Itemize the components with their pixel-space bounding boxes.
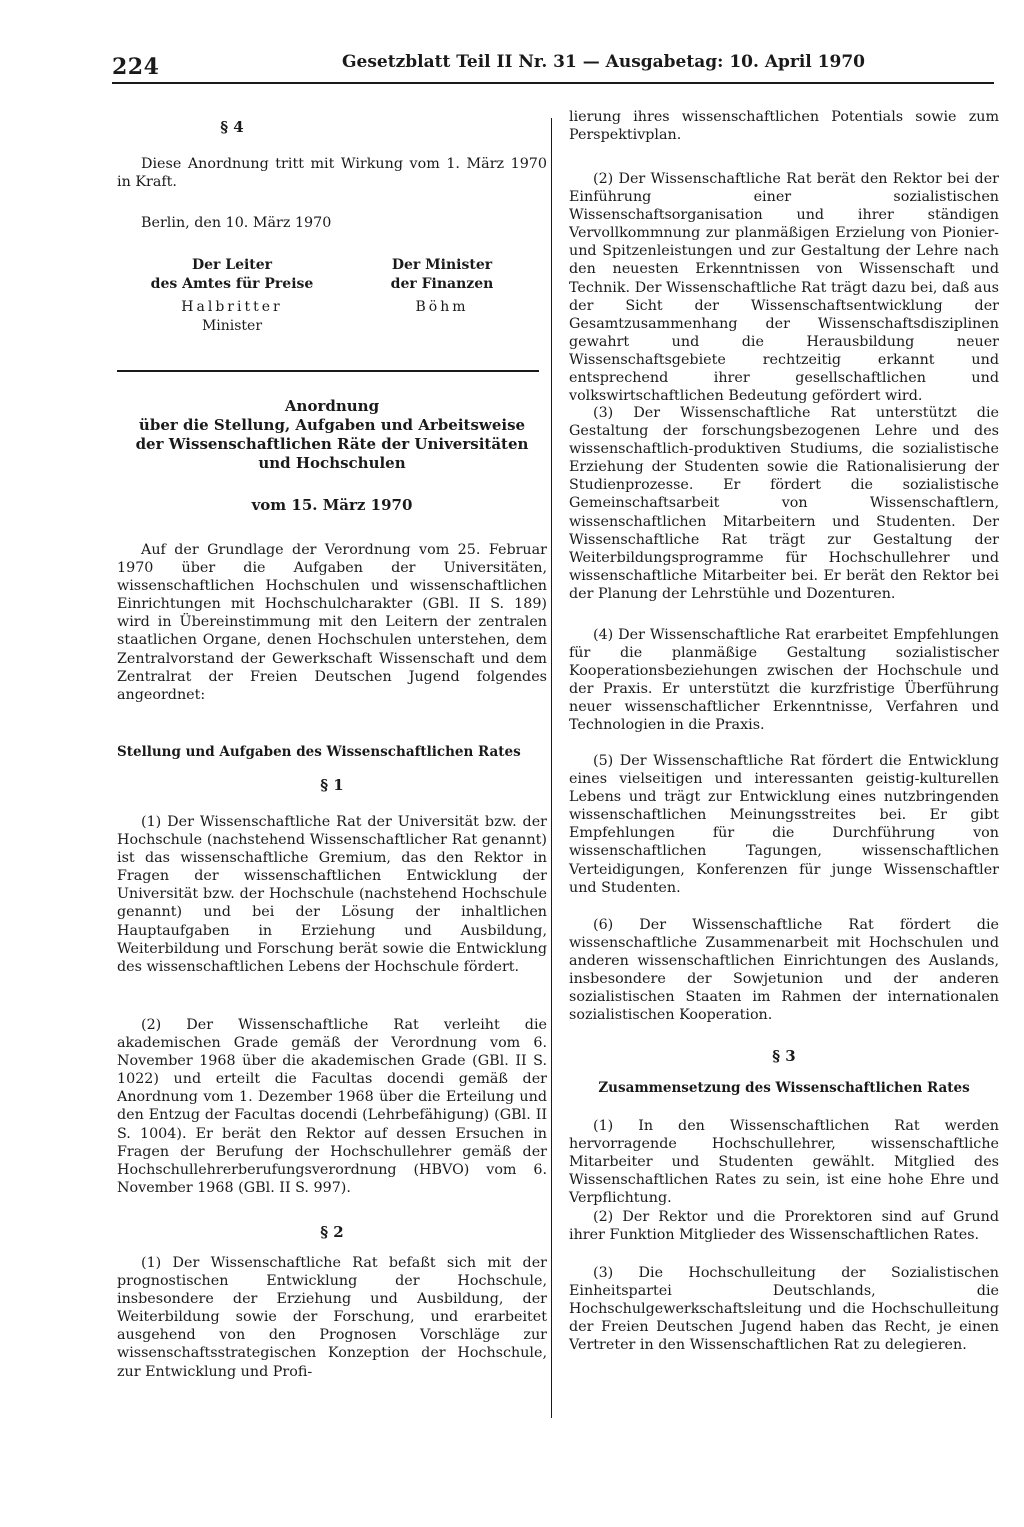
section-2-paragraph-6: (6) Der Wissenschaftliche Rat fördert die wissenschaftliche Zusammenarbeit mit Hochschulen und anderen wissenschaftlichen Einrichtungen des Auslands, insbesondere der Sowjetunion und der anderen sozialistischen Staaten im Rahmen der internationalen sozialistischen Kooperation. — [569, 917, 999, 1024]
document-date: vom 15. März 1970 — [251, 496, 413, 514]
section-4-heading: § 4 — [220, 118, 244, 136]
place-date: Berlin, den 10. März 1970 — [141, 215, 332, 231]
signature-1-role-line1: Der Leiter — [191, 257, 273, 273]
title-line-2: über die Stellung, Aufgaben und Arbeitsweise — [138, 416, 526, 434]
section-2-heading: § 2 — [320, 1223, 344, 1241]
page-number: 224 — [112, 54, 160, 80]
section-divider — [117, 370, 539, 372]
section-2-paragraph-3: (3) Der Wissenschaftliche Rat unterstützt die Gestaltung der forschungsbezogenen Lehre und des wissenschaftlich-produktiven Studiums, die sozialistische Erziehung der Studenten sowie die Rationalisierung der Studienprozesse. Er fördert die sozialistische Gemeinschaftsarbeit von Wissenschaftlern, wissenschaftlichen Mitarbeitern und Studenten. Der Wissenschaftliche Rat trägt zur Gestaltung der Weiterbildungsprogramme für Hochschullehrer und wissenschaftliche Mitarbeiter bei. Er berät den Rektor bei der Planung der Lehrstühle und Dozenturen. — [569, 405, 999, 602]
section-2-paragraph-1: (1) Der Wissenschaftliche Rat befaßt sich mit der prognostischen Entwicklung der Hochschule, insbesondere der Erziehung und Ausbildung, der Weiterbildung sowie der Forschung, und erarbeitet ausgehend von den Prognosen Vorschläge zur wissenschaftsstrategischen Konzeption der Hochschule, zur Entwicklung und Profi- — [117, 1255, 547, 1380]
title-line-4: und Hochschulen — [258, 454, 406, 472]
signature-1-title: Minister — [201, 318, 263, 334]
signature-1-role-line2: des Amtes für Preise — [150, 276, 314, 292]
section-1-heading: § 1 — [320, 776, 344, 794]
signature-1-name: Halbritter — [181, 299, 283, 315]
subheading-stellung: Stellung und Aufgaben des Wissenschaftlichen Rates — [117, 744, 521, 760]
column-divider — [551, 118, 552, 1418]
preamble: Auf der Grundlage der Verordnung vom 25. Februar 1970 über die Aufgaben der Universitäten, wissenschaftlichen Hochschulen und wissenschaftlichen Einrichtungen mit Hochschulcharakter (GBl. II S. 189) wird in Übereinstimmung mit den Leitern der zentralen staatlichen Organe, denen Hochschulen unterstehen, dem Zentralvorstand der Gewerkschaft Wissenschaft und dem Zentralrat der Freien Deutschen Jugend folgendes angeordnet: — [117, 542, 547, 703]
section-3-paragraph-1: (1) In den Wissenschaftlichen Rat werden hervorragende Hochschullehrer, wissenschaftliche Mitarbeiter und Studenten gewählt. Mitglied des Wissenschaftlichen Rates zu sein, ist eine hohe Ehre und Verpflichtung. — [569, 1118, 999, 1207]
signature-2-role-line2: der Finanzen — [390, 276, 494, 292]
signature-2 — [357, 256, 527, 317]
signature-2-role-line1: Der Minister — [391, 257, 493, 273]
section-2-paragraph-5: (5) Der Wissenschaftliche Rat fördert die Entwicklung eines vielseitigen und interessanten geistig-kulturellen Lebens und trägt zur Entwicklung eines nutzbringenden wissenschaftlichen Meinungsstreites bei. Er gibt Empfehlungen für die Durchführung von wissenschaftlichen Tagungen, wissenschaftlichen Verteidigungen, Konferenzen für junge Wissenschaftler und Studenten. — [569, 753, 999, 896]
section-3-paragraph-2: (2) Der Rektor und die Prorektoren sind auf Grund ihrer Funktion Mitglieder des Wissenschaftlichen Rates. — [569, 1209, 999, 1244]
title-line-3: der Wissenschaftlichen Räte der Universitäten — [135, 435, 529, 453]
document-title — [117, 397, 547, 473]
signature-2-name: Böhm — [415, 299, 469, 315]
signatures — [117, 256, 547, 340]
section-2-paragraph-4: (4) Der Wissenschaftliche Rat erarbeitet Empfehlungen für die planmäßige Gestaltung sozialistischer Kooperationsbeziehungen zwischen der Hochschule und der Praxis. Er unterstützt die kurzfristige Überführung neuer wissenschaftlicher Erkenntnisse, Verfahren und Technologien in die Praxis. — [569, 627, 999, 734]
signature-1 — [117, 256, 347, 336]
section-2-paragraph-2: (2) Der Wissenschaftliche Rat berät den Rektor bei der Einführung einer sozialistischen Wissenschaftsorganisation und ihrer ständigen Vervollkommnung zur planmäßigen Erzielung von Pionier- und Spitzenleistungen und zur Gestaltung der Lehre nach den neuesten Erkenntnissen von Wissenschaft und Technik. Der Wissenschaftliche Rat trägt dazu bei, daß aus der Sicht der Wissenschaftsentwicklung der Gesamtzusammenhang der Wissenschaftsdisziplinen gewahrt und die Herausbildung neuer Wissenschaftsgebiete rechtzeitig erkannt und entsprechend ihrer gesellschaftlichen und volkswirtschaftlichen Bedeutung gefördert wird. — [569, 171, 999, 405]
section-2-paragraph-1-continued: lierung ihres wissenschaftlichen Potentials sowie zum Perspektivplan. — [569, 109, 999, 144]
section-3-heading: § 3 — [772, 1047, 796, 1065]
section-1-paragraph-2: (2) Der Wissenschaftliche Rat verleiht die akademischen Grade gemäß der Verordnung vom 6. November 1968 über die akademischen Grade (GBl. II S. 1022) und erteilt die Facultas docendi gemäß der Anordnung vom 1. Dezember 1968 über die Erteilung und den Entzug der Facultas docendi (Lehrbefähigung) (GBl. II S. 1004). Er berät den Rektor auf dessen Ersuchen in Fragen der Berufung der Hochschullehrer gemäß der Hochschullehrerberufungsverordnung (HBVO) vom 6. November 1968 (GBl. II S. 997). — [117, 1017, 547, 1196]
title-line-1: Anordnung — [284, 397, 380, 415]
header-title: Gesetzblatt Teil II Nr. 31 — Ausgabetag: 10. April 1970 — [342, 52, 865, 72]
subheading-zusammensetzung: Zusammensetzung des Wissenschaftlichen Rates — [598, 1080, 970, 1096]
section-1-paragraph-1: (1) Der Wissenschaftliche Rat der Universität bzw. der Hochschule (nachstehend Wissenschaftlicher Rat genannt) ist das wissenschaftliche Gremium, das den Rektor in Fragen der wissenschaftlichen Entwicklung der Universität bzw. der Hochschule (nachstehend Hochschule genannt) und bei der Lösung der inhaltlichen Hauptaufgaben in Erziehung und Ausbildung, Weiterbildung und Forschung berät sowie die Entwicklung des wissenschaftlichen Lebens der Hochschule fördert. — [117, 814, 547, 975]
section-4-text: Diese Anordnung tritt mit Wirkung vom 1. März 1970 in Kraft. — [117, 156, 547, 191]
page-header — [112, 50, 994, 84]
section-3-paragraph-3: (3) Die Hochschulleitung der Sozialistischen Einheitspartei Deutschlands, die Hochschulgewerkschaftsleitung und die Hochschulleitung der Freien Deutschen Jugend haben das Recht, je einen Vertreter in den Wissenschaftlichen Rat zu delegieren. — [569, 1265, 999, 1354]
